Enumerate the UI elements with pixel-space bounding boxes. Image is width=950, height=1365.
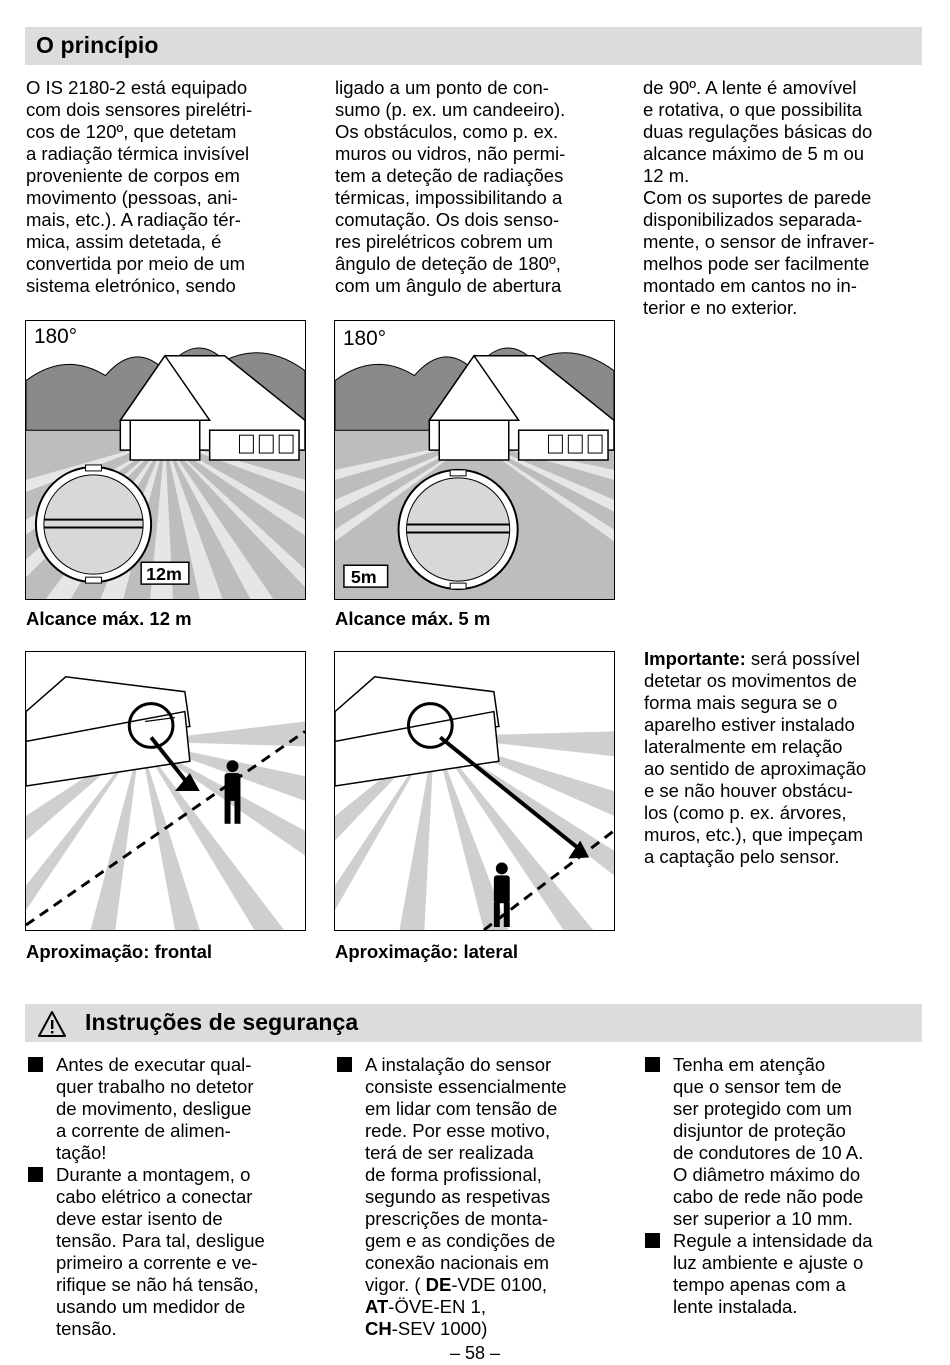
range-12m-figure <box>25 320 306 600</box>
important-text: será possível detetar os movimentos de forma mais segura se o aparelho estiver instalado lateralmente em relação ao sentido de aproximação e se não houver obstácu- los (como p. ex. árvores, muros, etc.), que impeçam a captação pelo sensor. <box>644 648 867 867</box>
section-title: O princípio <box>36 32 159 58</box>
list-item: Regule a intensidade da luz ambiente e ajuste o tempo apenas com a lente instalada. <box>643 1230 938 1318</box>
bullet-square-icon <box>645 1233 660 1248</box>
section-header-principle <box>25 27 922 65</box>
important-label: Importante: <box>644 648 746 669</box>
frontal-approach-figure <box>25 651 306 931</box>
bullet-square-icon <box>28 1057 43 1072</box>
range-label: 5m <box>350 567 377 588</box>
list-item: Antes de executar qual- quer trabalho no detetor de movimento, desligue a corrente de alimen- tação! <box>26 1054 321 1164</box>
caption-frontal-approach: Aproximação: frontal <box>26 941 213 962</box>
section-header-safety <box>25 1004 922 1042</box>
range-5m-figure <box>334 320 615 600</box>
safety-list-col2 <box>335 1054 630 1340</box>
caption-range-12m: Alcance máx. 12 m <box>26 608 192 629</box>
lateral-approach-illustration <box>335 652 614 930</box>
list-item: A instalação do sensor consiste essencialmente em lidar com tensão de rede. Por esse motivo, terá de ser realizada de forma profissional, segundo as respetivas prescrições de monta- gem e as condições de conexão nacionais em vigor. ( DE-VDE 0100, AT-ÖVE-EN 1, CH-SEV 1000) <box>335 1054 630 1340</box>
safety-list-col3 <box>643 1054 938 1318</box>
principle-text-col1: O IS 2180-2 está equipado com dois sensores pirelétri- cos de 120º, que detetam a radiação térmica invisível proveniente de corpos em movimento (pessoas, ani- mais, etc.). A radiação tér- mica, assim detetada, é convertida por meio de um sistema eletrónico, sendo <box>26 77 253 296</box>
bullet-square-icon <box>28 1167 43 1182</box>
important-note <box>644 648 934 868</box>
warning-icon <box>37 1010 67 1038</box>
range-label: 12m <box>146 564 182 585</box>
caption-lateral-approach: Aproximação: lateral <box>335 941 519 962</box>
list-item: Tenha em atenção que o sensor tem de ser protegido com um disjuntor de proteção de condutores de 10 A. O diâmetro máximo do cabo de rede não pode ser superior a 10 mm. <box>643 1054 938 1230</box>
house-range-illustration <box>335 321 614 599</box>
frontal-approach-illustration <box>26 652 305 930</box>
lateral-approach-figure <box>334 651 615 931</box>
list-item: Durante a montagem, o cabo elétrico a conectar deve estar isento de tensão. Para tal, desligue primeiro a corrente e ve- rifique se não há tensão, usando um medidor de tensão. <box>26 1164 321 1340</box>
bullet-square-icon <box>337 1057 352 1072</box>
angle-label: 180° <box>342 326 387 350</box>
caption-range-5m: Alcance máx. 5 m <box>335 608 491 629</box>
house-range-illustration <box>26 321 305 599</box>
angle-label: 180° <box>33 324 78 348</box>
page-number: – 58 – <box>449 1343 501 1363</box>
safety-list-col1 <box>26 1054 321 1340</box>
principle-text-col2: ligado a um ponto de con- sumo (p. ex. um candeeiro). Os obstáculos, como p. ex. muros ou vidros, não permi- tem a deteção de radiações térmicas, impossibilitando a comutação. Os dois senso- res pirelétricos cobrem um ângulo de deteção de 180º, com um ângulo de abertura <box>335 77 566 296</box>
principle-text-col3: de 90º. A lente é amovível e rotativa, o que possibilita duas regulações básicas do alcance máximo de 5 m ou 12 m. Com os suportes de parede disponibilizados separada- mente, o sensor de infraver- melhos pode ser facilmente montado em cantos no in- terior e no exterior. <box>643 77 875 318</box>
section-title: Instruções de segurança <box>85 1009 359 1035</box>
bullet-square-icon <box>645 1057 660 1072</box>
